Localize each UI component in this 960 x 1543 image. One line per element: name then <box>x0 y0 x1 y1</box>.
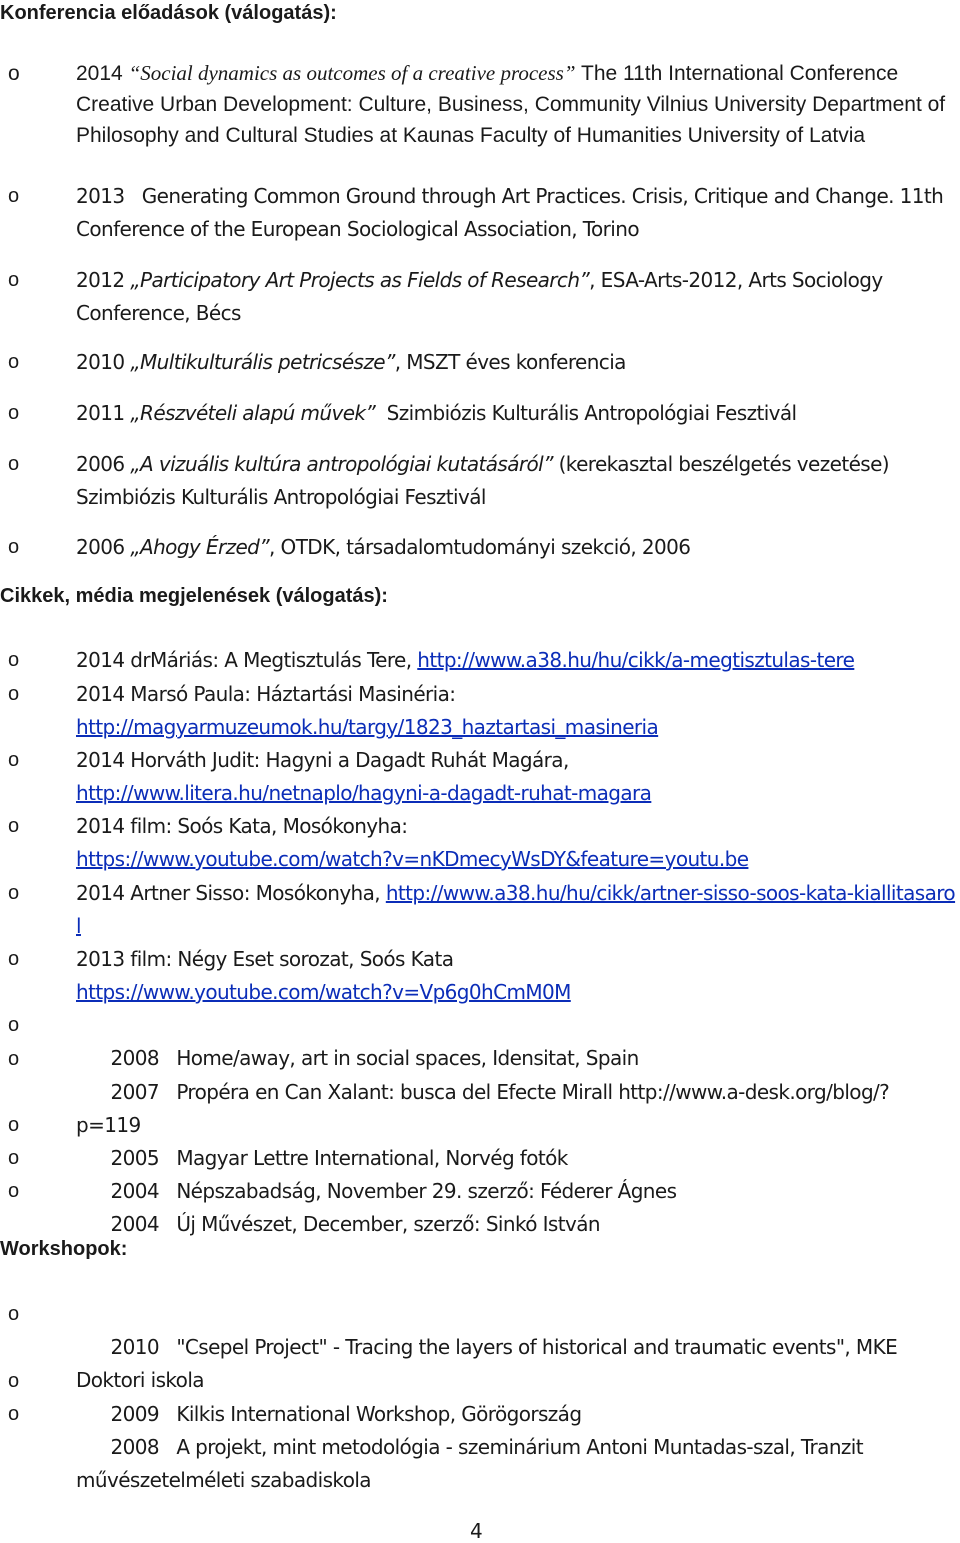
list-item <box>0 264 958 330</box>
list-item <box>0 397 958 430</box>
item-text: 2010 "Csepel Project" - Tracing the layers of historical and traumatic events", MKE Doktori iskola <box>76 1335 903 1392</box>
bullet-marker: o <box>8 351 19 373</box>
list-item <box>0 877 958 943</box>
list-item <box>0 180 958 246</box>
item-title: „Ahogy Érzed” <box>130 535 270 559</box>
item-text: 2014 Artner Sisso: Mosókonyha, <box>76 881 386 905</box>
item-text: 2005 Magyar Lettre International, Norvég fotók <box>110 1146 568 1170</box>
bullet-marker: o <box>8 1180 19 1202</box>
workshops-heading: Workshopok: <box>0 1238 128 1260</box>
list-item <box>0 943 958 1009</box>
bullet-marker: o <box>8 1303 19 1325</box>
bullet-marker: o <box>8 749 19 771</box>
articles-heading: Cikkek, média megjelenések (válogatás): <box>0 585 388 607</box>
bullet-marker: o <box>8 882 19 904</box>
article-link[interactable]: http://www.a38.hu/hu/cikk/artner-sisso-soos-kata-kiallitasarol <box>76 881 956 938</box>
list-item <box>0 448 958 514</box>
bullet-marker: o <box>8 649 19 671</box>
item-year: 2013 <box>76 184 125 208</box>
bullet-marker: o <box>8 1114 19 1136</box>
item-text: 2014 Marsó Paula: Háztartási Masinéria: <box>76 682 456 706</box>
bullet-marker: o <box>8 948 19 970</box>
item-text: 2004 Új Művészet, December, szerző: Sinkó István <box>110 1212 600 1236</box>
item-year: 2006 <box>76 535 125 559</box>
list-item <box>0 744 958 810</box>
article-link[interactable]: http://www.litera.hu/netnaplo/hagyni-a-dagadt-ruhat-magara <box>76 781 652 805</box>
article-link[interactable]: https://www.youtube.com/watch?v=Vp6g0hCmM0M <box>76 980 571 1004</box>
list-item <box>0 678 958 744</box>
item-year: 2006 <box>76 452 125 476</box>
page-number: 4 <box>470 1519 483 1543</box>
article-link[interactable]: http://magyarmuzeumok.hu/targy/1823_haztartasi_masineria <box>76 715 659 739</box>
bullet-marker: o <box>8 683 19 705</box>
bullet-marker: o <box>8 453 19 475</box>
article-link[interactable]: https://www.youtube.com/watch?v=nKDmecyWsDY&feature=youtu.be <box>76 847 749 871</box>
item-text: 2014 drMáriás: A Megtisztulás Tere, <box>76 648 418 672</box>
list-item <box>0 58 958 151</box>
list-item <box>0 1175 958 1274</box>
item-text: Generating Common Ground through Art Practices. Crisis, Critique and Change. 11th Conference of the European Sociological Association, Torino <box>76 184 950 241</box>
list-item <box>0 644 958 677</box>
bullet-marker: o <box>8 536 19 558</box>
item-year: 2011 <box>76 401 125 425</box>
bullet-marker: o <box>8 1147 19 1169</box>
item-text: 2014 film: Soós Kata, Mosókonyha: <box>76 814 408 838</box>
list-item <box>0 1398 958 1530</box>
item-year: 2014 <box>76 62 123 85</box>
item-text: 2008 Home/away, art in social spaces, Idensitat, Spain <box>110 1046 639 1070</box>
item-text: 2007 Propéra en Can Xalant: busca del Efecte Mirall http://www.a-desk.org/blog/?p=119 <box>76 1080 890 1137</box>
bullet-marker: o <box>8 1370 19 1392</box>
bullet-marker: o <box>8 185 19 207</box>
item-text: Szimbiózis Kulturális Antropológiai Fesztivál <box>375 401 797 425</box>
item-text: 2008 A projekt, mint metodológia - szeminárium Antoni Muntadas-szal, Tranzit művészetelméleti szabadiskola <box>76 1435 869 1492</box>
item-text: 2009 Kilkis International Workshop, Görögország <box>110 1402 582 1426</box>
item-text: 2013 film: Négy Eset sorozat, Soós Kata <box>76 947 454 971</box>
item-text: 2004 Népszabadság, November 29. szerző: Féderer Ágnes <box>110 1179 677 1203</box>
item-text: , ESA-Arts-2012, Arts Sociology Conference, Bécs <box>76 268 883 325</box>
bullet-marker: o <box>8 402 19 424</box>
bullet-marker: o <box>8 269 19 291</box>
item-text: , MSZT éves konferencia <box>394 350 626 374</box>
bullet-marker: o <box>8 815 19 837</box>
item-title: “Social dynamics as outcomes of a creative process” <box>128 61 576 85</box>
item-title: „A vizuális kultúra antropológiai kutatásáról” <box>130 452 553 476</box>
list-item <box>0 810 958 876</box>
item-year: 2010 <box>76 350 125 374</box>
bullet-marker: o <box>8 1403 19 1425</box>
item-text: 2014 Horváth Judit: Hagyni a Dagadt Ruhát Magára, <box>76 748 569 772</box>
item-text: (kerekasztal beszélgetés vezetése) Szimbiózis Kulturális Antropológiai Fesztivál <box>76 452 890 509</box>
item-title: „Multikulturális petricsésze” <box>130 350 395 374</box>
item-title: „Participatory Art Projects as Fields of Research” <box>130 268 590 292</box>
bullet-marker: o <box>8 62 20 85</box>
list-item <box>0 346 958 379</box>
bullet-marker: o <box>8 1014 19 1036</box>
article-link[interactable]: http://www.a38.hu/hu/cikk/a-megtisztulas-tere <box>417 648 855 672</box>
conferences-heading: Konferencia előadások (válogatás): <box>0 2 337 24</box>
bullet-marker: o <box>8 1048 19 1070</box>
item-text: The 11th International Conference Creative Urban Development: Culture, Business, Community Vilnius University Department of Philosophy and Cultural Studies at Kaunas Faculty of Humanities University of Latvia <box>76 62 946 147</box>
list-item <box>0 531 958 564</box>
item-year: 2012 <box>76 268 125 292</box>
item-title: „Részvételi alapú művek” <box>130 401 376 425</box>
item-text: , OTDK, társadalomtudományi szekció, 2006 <box>269 535 691 559</box>
